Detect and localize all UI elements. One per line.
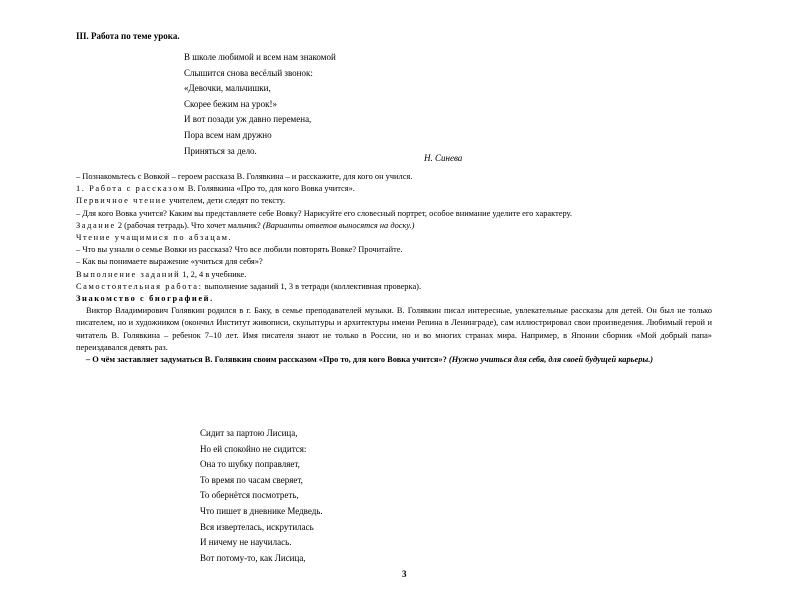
task-label: Самостоятельная работа: (76, 281, 203, 291)
paragraph-text: 2 (рабочая тетрадь). Что хочет мальчик? (115, 220, 263, 230)
poem-line: Слышится снова весёлый звонок: (184, 67, 313, 78)
paragraph-text: выполнение заданий 1, 3 в тетради (коллективная проверка). (202, 281, 422, 291)
task-label: Первичное чтение (76, 196, 168, 206)
paragraph-text: – Для кого Вовка учится? Каким вы представляете себе Вовку? Нарисуйте его словесный портрет, особое внимание уделите его характеру. (76, 208, 572, 218)
paragraph (76, 183, 712, 195)
task-label: Выполнение заданий (76, 269, 181, 279)
paragraph-text: – Как вы понимаете выражение «учиться для себя»? (76, 257, 263, 267)
poem-line: Но ей спокойно не сидится: (200, 443, 307, 454)
poem-line: И ничему не научилась. (200, 537, 292, 548)
paragraph-text: учителем, дети следят по тексту. (167, 196, 286, 206)
paragraph-text: – Познакомьтесь с Вовкой – героем рассказа В. Голявкина – и расскажите, для кого он учился. (76, 172, 413, 181)
poem-author: Н. Синева (424, 153, 463, 163)
paragraph (76, 208, 712, 220)
paragraph (76, 281, 712, 293)
poem-line: Вся извертелась, искрутилась (200, 521, 314, 532)
paragraph (76, 195, 712, 207)
task-label: Задание (76, 220, 116, 230)
poem-line: Скорее бежим на урок!» (184, 98, 278, 109)
poem-line: Пора всем нам дружно (184, 129, 272, 140)
poem-line: В школе любимой и всем нам знакомой (184, 52, 336, 62)
paragraph (76, 269, 712, 281)
paragraph-text: – Что вы узнали о семье Вовки из рассказа? Что все любили повторять Вовке? Прочитайте. (76, 245, 403, 255)
poem-line: И вот позади уж давно перемена, (184, 114, 312, 125)
poem-line: То обернётся посмотреть, (200, 490, 299, 501)
lesson-body (76, 171, 712, 366)
paragraph-text: 1, 2, 4 в учебнике. (180, 269, 247, 279)
paragraph (76, 354, 712, 366)
task-label: 1. Работа с рассказом (76, 184, 186, 194)
biography-paragraph (76, 305, 712, 354)
opening-poem (184, 50, 336, 159)
poem-line: То время по часам сверяет, (200, 474, 303, 485)
poem-line: «Девочки, мальчишки, (184, 83, 271, 94)
poem-line: Приняться за дело. (184, 145, 257, 156)
paragraph-note: (Варианты ответов выносятся на доску.) (262, 220, 415, 230)
paragraph-question: – О чём заставляет задуматься В. Голявкин своим рассказом «Про то, для кого Вовка учится»? (86, 355, 449, 365)
paragraph-text: Виктор Владимирович Голявкин родился в г. Баку, в семье преподавателей музыки. В. Голявкин писал интересные, увлекательные рассказы для детей. Он был не только писателем, но и художником (окончил Институт живописи, скульптуры и архитектуры имени Репина в Ленинграде), сам иллюстрировал свои произведения. Любимый герой и читатель В. Голявкина – ребенок 7–10 лет. Имя писателя знают не только в России, но и во многих странах мира. Например, в Японии сборник «Мой добрый папа» переиздавался девять раз. (76, 306, 712, 352)
poem-line: Сидит за партою Лисица, (200, 428, 298, 438)
paragraph (76, 293, 712, 305)
paragraph (76, 220, 712, 232)
section-heading: III. Работа по теме урока. (76, 31, 180, 41)
task-label: Знакомство с биографией. (76, 294, 214, 304)
paragraph (76, 244, 712, 256)
paragraph (76, 256, 712, 268)
closing-poem (200, 426, 323, 566)
poem-line: Вот потому-то, как Лисица, (200, 552, 306, 563)
paragraph (76, 171, 712, 183)
paragraph-answer: (Нужно учиться для себя, для своей будущей карьеры.) (448, 355, 654, 365)
task-label: Чтение учащимися по абзацам. (76, 233, 233, 243)
poem-line: Что пишет в дневнике Медведь. (200, 505, 323, 516)
paragraph (76, 232, 712, 244)
page-number: 3 (402, 569, 407, 579)
poem-line: Она то шубку поправляет, (200, 459, 300, 470)
paragraph-text: В. Голявкина «Про то, для кого Вовка учится». (185, 184, 355, 194)
